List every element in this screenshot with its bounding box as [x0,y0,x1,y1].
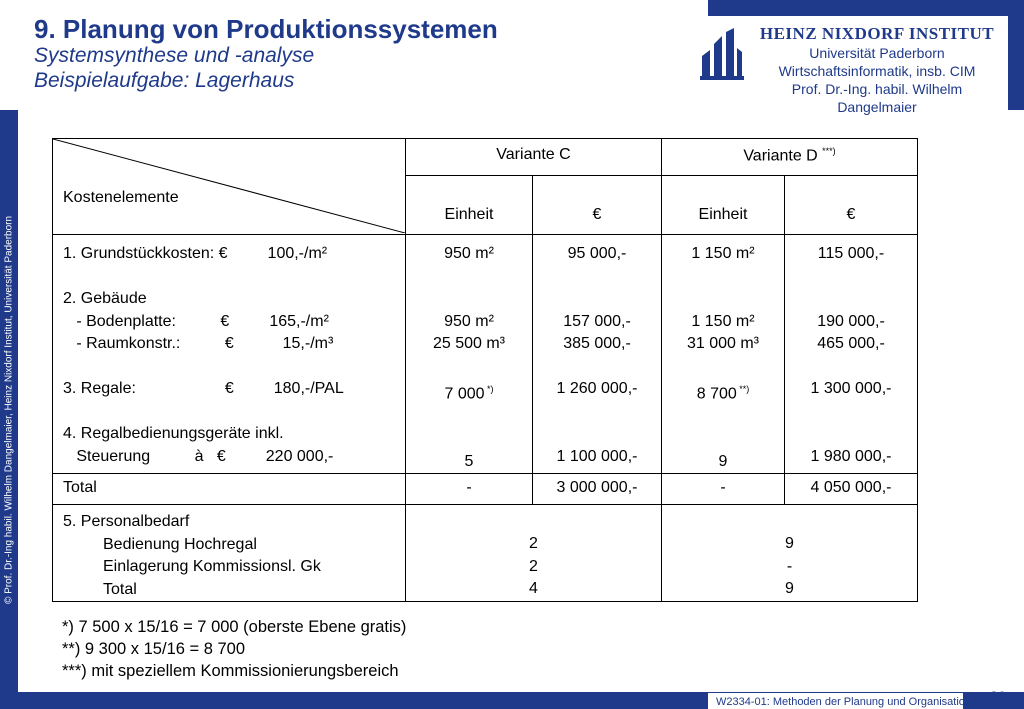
c-unit-value [406,266,532,289]
copyright-text: © Prof. Dr.-Ing habil. Wilhelm Dangelmaier, Heinz Nixdorf Institut, Universität Paderborn [3,215,15,604]
c-unit-value: 950 m² [444,245,494,262]
page-number: 86 [990,688,1006,704]
d-unit-value [662,406,784,429]
variant-d-header: Variante D ***) [662,139,918,176]
corner-label: Kostenelemente [63,189,179,206]
personal-c-value: 2 [529,535,538,553]
d-unit-value: 1 150 m² [691,245,755,262]
c-cost-value: 1 260 000,- [556,380,638,397]
page-title: 9. Planung von Produktionssystemen [34,14,498,44]
cost-line: Steuerung à € 220 000,- [63,447,334,465]
personal-d-value: 9 [785,580,794,598]
footnote: *) 7 500 x 15/16 = 7 000 (oberste Ebene gratis) [62,618,407,636]
corner-cell [53,139,406,235]
institute-line-3: Prof. Dr.-Ing. habil. Wilhelm Dangelmaier [791,81,963,115]
personal-item: Total [103,580,137,598]
cost-line: 4. Regalbedienungsgeräte inkl. [63,425,284,442]
unit-header-c: Einheit [406,176,533,235]
c-unit-value: 25 500 m³ [432,335,506,352]
institute-block [752,24,1002,116]
euro-header-c: € [533,176,662,235]
institute-line-1: Universität Paderborn [809,45,945,61]
institute-name: HEINZ NIXDORF INSTITUT [759,24,995,43]
c-cost-value [533,288,661,311]
cost-line: - Bodenplatte: € 165,-/m² [63,312,329,330]
d-unit-value: 1 150 m² [691,312,755,330]
d-cost-value [785,423,917,446]
personal-heading: 5. Personalbedarf [63,513,190,531]
d-cost-value: 1 300 000,- [810,380,892,397]
personal-items [63,534,405,602]
d-cost-value [785,288,917,311]
d-units-cell [662,235,785,474]
d-costs-cell [785,235,918,474]
cost-line [63,266,405,289]
c-unit-value: 950 m² [444,312,494,330]
total-d-unit: - [662,474,785,505]
c-cost-value: 157 000,- [563,312,631,330]
personal-d-value: - [786,557,793,575]
c-cost-value: 1 100 000,- [556,447,638,465]
d-unit-value [662,288,784,311]
page-subtitle-2: Beispielaufgabe: Lagerhaus [34,69,295,92]
c-unit-value: 5 [464,452,474,470]
footnotes [62,616,406,682]
d-cost-value [785,266,917,289]
c-cost-value [533,266,661,289]
variant-c-header: Variante C [406,139,662,176]
d-cost-value: 1 980 000,- [810,447,892,465]
d-unit-value [662,266,784,289]
page-subtitle: Systemsynthese und -analyse [34,44,315,67]
footnote: ***) mit speziellem Kommissionierungsbereich [62,662,399,680]
unit-header-d: Einheit [662,176,785,235]
personal-item: Bedienung Hochregal [103,535,257,553]
total-label-cell: Total [53,474,406,505]
total-d-cost: 4 050 000,- [785,474,918,505]
personal-c-cell [406,505,662,602]
c-unit-value [406,356,532,379]
c-unit-value [406,288,532,311]
cost-elements-cell [53,235,406,474]
cost-line [63,356,405,379]
cost-line [63,401,405,424]
c-cost-value [533,423,661,446]
c-cost-value: 385 000,- [563,335,631,352]
d-unit-value [662,428,784,451]
c-cost-value [533,356,661,379]
d-cost-value [785,356,917,379]
cost-table [52,138,918,602]
d-cost-value [785,401,917,424]
footer-course: W2334-01: Methoden der Planung und Organisation [716,696,972,708]
personal-d-cell [662,505,918,602]
c-cost-value [533,401,661,424]
c-unit-value [406,428,532,451]
personal-c-value: 4 [529,580,538,598]
cost-line: 1. Grundstückkosten: € 100,-/m² [63,245,328,262]
c-cost-value: 95 000,- [567,245,627,262]
euro-header-d: € [785,176,918,235]
total-c-cost: 3 000 000,- [533,474,662,505]
d-unit-value: 9 [718,452,728,470]
cost-line: 2. Gebäude [63,290,147,307]
cost-line: 3. Regale: € 180,-/PAL [63,380,344,397]
diagonal-line [53,139,405,233]
c-units-cell [406,235,533,474]
personal-cell [53,505,406,602]
d-unit-value: 8 700 **) [696,384,750,403]
header-strip [708,0,1024,16]
personal-d-value: 9 [785,535,794,553]
left-sidebar-bar [0,110,18,709]
c-unit-value [406,406,532,429]
cost-lines [53,235,405,468]
d-unit-value: 31 000 m³ [686,335,760,352]
d-cost-value: 115 000,- [817,245,885,262]
hni-logo-icon [700,28,744,80]
personal-c-value: 2 [529,557,538,575]
cost-line: - Raumkonstr.: € 15,-/m³ [63,335,334,352]
d-cost-value: 190 000,- [817,312,885,330]
header-right-bar [1008,0,1024,110]
c-costs-cell [533,235,662,474]
d-unit-value [662,356,784,379]
footnote: **) 9 300 x 15/16 = 8 700 [62,640,246,658]
d-cost-value: 465 000,- [817,335,885,352]
institute-line-2: Wirtschaftsinformatik, insb. CIM [778,63,976,79]
c-unit-value: 7 000 *) [444,384,494,403]
total-c-unit: - [406,474,533,505]
personal-item: Einlagerung Kommissionsl. Gk [103,558,321,576]
